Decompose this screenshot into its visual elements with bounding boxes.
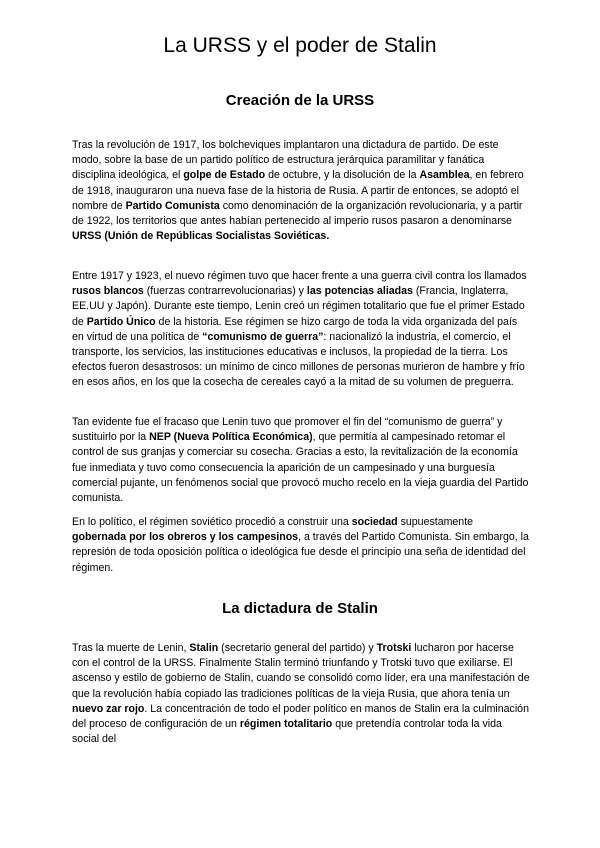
- section-heading-creacion: Creación de la URSS: [225, 92, 375, 109]
- bold-text: Partido Único: [86, 315, 156, 328]
- bold-text: Asamblea: [419, 169, 470, 182]
- text-run: lucharon por hacerse con el control de la URSS. Finalmente Stalin terminó triunfando y Trotski tuvo que exiliarse. El ascenso y estilo de gobierno de Stalin, cuando se consolidó como líder, era una manifestación de que la revolución había copiado las tradiciones políticas de la vieja Rusia, que ahora tenía un: [72, 642, 530, 700]
- bold-text: Partido Comunista: [125, 199, 220, 212]
- document-title: La URSS y el poder de Stalin: [163, 34, 437, 57]
- text-run: , a través del Partido Comunista. Sin embargo, la represión de toda oposición política o ideológica fue desde el principio una seña de identidad del régimen.: [72, 531, 529, 574]
- text-run: Tras la muerte de Lenin,: [72, 642, 190, 654]
- text-run: (fuerzas contrarrevolucionarias) y: [143, 285, 307, 298]
- text-run: Tras la revolución de 1917, los bolcheviques implantaron una dictadura de partido. De este modo, sobre la base de un partido político de estructura jerárquica paramilitar y fanática disciplina ideológica, el: [72, 139, 499, 182]
- paragraph: [72, 515, 530, 576]
- text-run: Tan evidente fue el fracaso que Lenin tuvo que promover el fin del “comunismo de guerra” y sustituirlo por la: [72, 416, 503, 444]
- text-run: (Francia, Inglaterra, EE.UU y Japón). Durante este tiempo, Lenin creó un régimen totalitario que fue el primer Estado de: [72, 285, 525, 328]
- text-run: Entre 1917 y 1923, el nuevo régimen tuvo que hacer frente a una guerra civil contra los llamados: [72, 270, 527, 282]
- section-heading-dictadura: La dictadura de Stalin: [222, 600, 378, 617]
- text-run: . La concentración de todo el poder político en manos de Stalin era la culminación del proceso de configuración de un: [72, 702, 529, 731]
- text-run: que pretendía controlar toda la vida social del: [72, 718, 502, 746]
- paragraph: [72, 138, 530, 244]
- bold-text: rusos blancos: [72, 285, 144, 298]
- text-run: En lo político, el régimen soviético procedió a construir una: [72, 516, 352, 528]
- bold-text: gobernada por los obreros y los campesinos: [72, 531, 299, 544]
- bold-text: régimen totalitario: [239, 718, 333, 731]
- bold-text: Stalin: [189, 642, 219, 654]
- paragraph: [72, 641, 530, 747]
- paragraph: [72, 269, 530, 391]
- bold-text: “comunismo de guerra”: [202, 330, 324, 343]
- paragraph: [72, 415, 530, 506]
- bold-text: URSS (Unión de Repúblicas Socialistas Soviéticas.: [72, 230, 330, 243]
- text-run: como denominación de la organización revolucionaria, y a partir de 1922, los territorios que antes habían pertenecido al imperio rusos pasaron a denominarse: [72, 199, 523, 228]
- bold-text: Trotski: [376, 642, 412, 654]
- text-run: (secretario general del partido) y: [218, 642, 377, 654]
- bold-text: las potencias aliadas: [306, 285, 413, 298]
- bold-text: nuevo zar rojo: [72, 702, 145, 715]
- text-run: : nacionalizó la industria, el comercio, el transporte, los servicios, las instituciones educativas e inclusos, la propiedad de la tierra. Los efectos fueron desastrosos: un mínimo de cinco millones de personas murieron de hambre y frío en esos años, en los que la cosecha de cereales cayó a la mitad de su volumen de preguerra.: [72, 330, 525, 389]
- text-run: , en febrero de 1918, inauguraron una nueva fase de la historia de Rusia. A partir de entonces, se adoptó el nombre de: [72, 169, 524, 212]
- bold-text: sociedad: [351, 516, 398, 528]
- text-run: supuestamente: [397, 516, 474, 528]
- text-run: , que permitía al campesinado retomar el control de sus granjas y comerciar su cosecha. Gracias a esto, la revitalización de la economía fue inmediata y tuvo como consecuencia la aparición de un campesinado y una burguesía comercial pujante, un fenómenos social que provocó mucho recelo en la vieja guardia del Partido comunista.: [72, 431, 529, 505]
- text-run: de la historia. Ese régimen se hizo cargo de toda la vida organizada del país en virtud de una política de: [72, 315, 518, 343]
- bold-text: NEP (Nueva Política Económica): [149, 431, 313, 444]
- text-run: de octubre, y la disolución de la: [265, 169, 420, 182]
- bold-text: golpe de Estado: [183, 169, 266, 182]
